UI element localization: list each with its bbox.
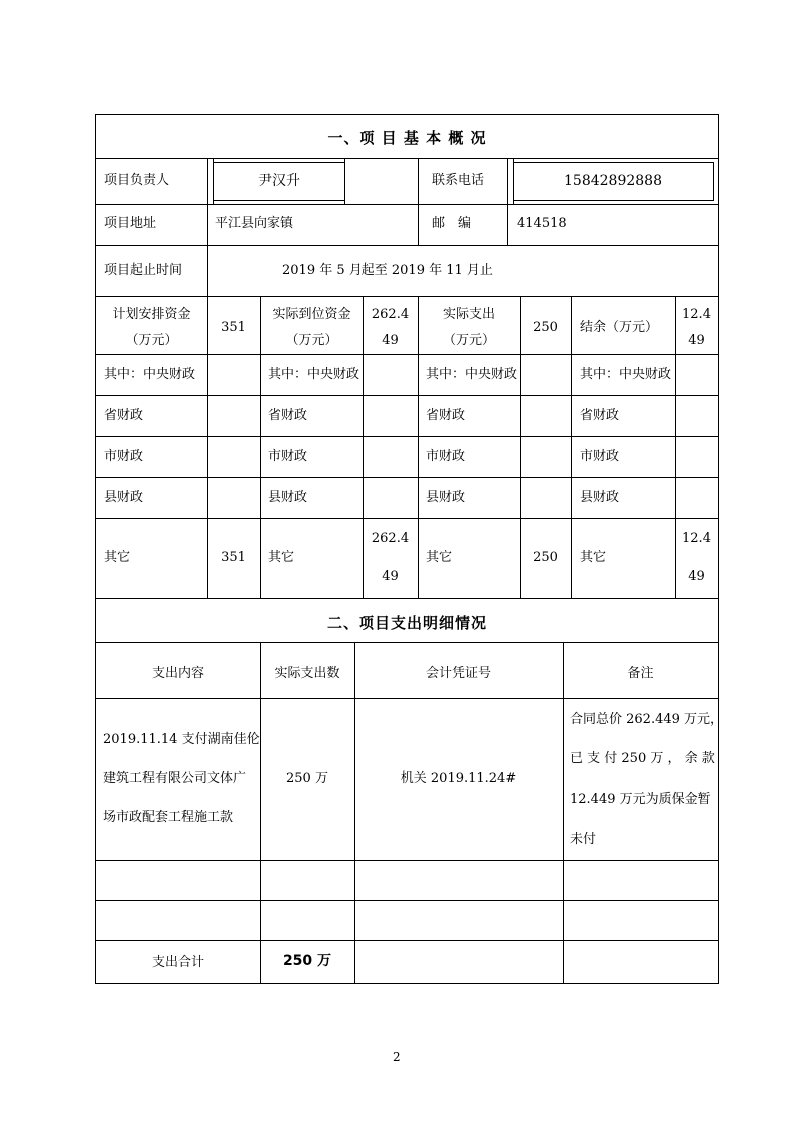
spend-unit: （万元） bbox=[442, 333, 495, 348]
box-line bbox=[213, 162, 345, 163]
province-label: 省财政 bbox=[104, 408, 144, 423]
box-line bbox=[213, 200, 345, 201]
balance-value: 12.4 bbox=[682, 307, 711, 322]
other-label: 其它 bbox=[268, 550, 295, 565]
remark-line: 未付 bbox=[570, 832, 597, 847]
row-divider bbox=[95, 900, 719, 901]
row-divider bbox=[95, 477, 719, 478]
other-balance-cont: 49 bbox=[688, 569, 705, 584]
content-line: 2019.11.14 支付湖南佳伦 bbox=[103, 732, 260, 747]
other-balance: 12.4 bbox=[682, 531, 711, 546]
other-spend: 250 bbox=[533, 550, 558, 565]
city-label: 市财政 bbox=[268, 449, 308, 464]
phone-label: 联系电话 bbox=[432, 173, 485, 188]
zip-label: 邮 编 bbox=[432, 216, 472, 231]
spend-label: 实际支出 bbox=[442, 307, 495, 322]
row-divider bbox=[95, 245, 719, 246]
box-line bbox=[513, 162, 714, 163]
content-line: 建筑工程有限公司文体广 bbox=[103, 771, 247, 786]
remark-line: 合同总价 262.449 万元， bbox=[570, 712, 724, 727]
col-divider bbox=[260, 642, 261, 984]
header-voucher: 会计凭证号 bbox=[425, 666, 491, 681]
row-divider bbox=[95, 158, 719, 159]
county-label: 县财政 bbox=[104, 490, 144, 505]
page-number: 2 bbox=[393, 1050, 401, 1064]
zip-value: 414518 bbox=[517, 216, 567, 231]
total-amount: 250 万 bbox=[282, 953, 332, 969]
col-divider bbox=[563, 642, 564, 984]
balance-value-cont: 49 bbox=[688, 333, 705, 348]
row-divider bbox=[95, 940, 719, 941]
plan-unit: （万元） bbox=[125, 333, 178, 348]
county-label: 县财政 bbox=[580, 490, 620, 505]
plan-label: 计划安排资金 bbox=[112, 307, 191, 322]
city-label: 市财政 bbox=[580, 449, 620, 464]
county-label: 县财政 bbox=[268, 490, 308, 505]
row1-voucher: 机关 2019.11.24# bbox=[400, 771, 517, 786]
province-label: 省财政 bbox=[426, 408, 466, 423]
province-label: 省财政 bbox=[268, 408, 308, 423]
leader-value: 尹汉升 bbox=[258, 173, 300, 189]
province-label: 省财政 bbox=[580, 408, 620, 423]
other-actual: 262.4 bbox=[371, 531, 410, 546]
col-divider bbox=[418, 204, 419, 245]
phone-value: 15842892888 bbox=[564, 173, 662, 189]
row-divider bbox=[95, 518, 719, 519]
other-label: 其它 bbox=[426, 550, 453, 565]
other-label: 其它 bbox=[104, 550, 131, 565]
central-label: 其中：中央财政 bbox=[426, 367, 518, 382]
city-label: 市财政 bbox=[104, 449, 144, 464]
col-divider bbox=[207, 158, 208, 204]
central-label: 其中：中央财政 bbox=[104, 367, 196, 382]
col-divider bbox=[507, 158, 508, 204]
row-divider bbox=[95, 436, 719, 437]
col-divider bbox=[571, 296, 572, 598]
period-value: 2019 年 5 月起至 2019 年 11 月止 bbox=[282, 263, 493, 278]
section1-title: 一、项 目 基 本 概 况 bbox=[327, 129, 487, 147]
box-line bbox=[513, 200, 714, 201]
central-label: 其中：中央财政 bbox=[580, 367, 672, 382]
section2-title: 二、项目支出明细情况 bbox=[326, 614, 487, 632]
row-divider bbox=[95, 395, 719, 396]
other-plan: 351 bbox=[221, 550, 246, 565]
row-divider bbox=[95, 204, 719, 205]
remark-line: 已 支 付 250 万 ， 余 款 bbox=[570, 751, 715, 766]
county-label: 县财政 bbox=[426, 490, 466, 505]
header-amount: 实际支出数 bbox=[274, 666, 340, 681]
box-line bbox=[713, 162, 714, 201]
header-remark: 备注 bbox=[627, 666, 654, 681]
actual-label: 实际到位资金 bbox=[272, 307, 351, 322]
other-label: 其它 bbox=[580, 550, 607, 565]
header-content: 支出内容 bbox=[151, 666, 204, 681]
row-divider bbox=[95, 354, 719, 355]
address-label: 项目地址 bbox=[104, 216, 157, 231]
central-label: 其中：中央财政 bbox=[268, 367, 360, 382]
col-divider bbox=[207, 245, 208, 296]
plan-value: 351 bbox=[221, 320, 246, 335]
row-divider bbox=[95, 296, 719, 297]
col-divider bbox=[507, 204, 508, 245]
remark-line: 12.449 万元为质保金暂 bbox=[570, 792, 711, 807]
col-divider bbox=[207, 204, 208, 245]
table-border-top bbox=[95, 114, 719, 115]
spend-value: 250 bbox=[533, 320, 558, 335]
city-label: 市财政 bbox=[426, 449, 466, 464]
period-label: 项目起止时间 bbox=[104, 263, 183, 278]
balance-label: 结余（万元） bbox=[580, 320, 659, 335]
col-divider bbox=[418, 158, 419, 204]
table-border-bottom bbox=[95, 983, 719, 984]
leader-label: 项目负责人 bbox=[104, 173, 170, 188]
col-divider bbox=[354, 642, 355, 984]
row-divider bbox=[95, 598, 719, 599]
other-actual-cont: 49 bbox=[382, 569, 399, 584]
row-divider bbox=[95, 698, 719, 699]
actual-unit: （万元） bbox=[285, 333, 338, 348]
row-divider bbox=[95, 860, 719, 861]
address-value: 平江县向家镇 bbox=[215, 216, 294, 231]
actual-value: 262.4 bbox=[371, 307, 410, 322]
actual-value-cont: 49 bbox=[382, 333, 399, 348]
total-label: 支出合计 bbox=[151, 955, 204, 970]
row-divider bbox=[95, 642, 719, 643]
row1-amount: 250 万 bbox=[286, 771, 328, 786]
content-line: 场市政配套工程施工款 bbox=[103, 810, 234, 825]
